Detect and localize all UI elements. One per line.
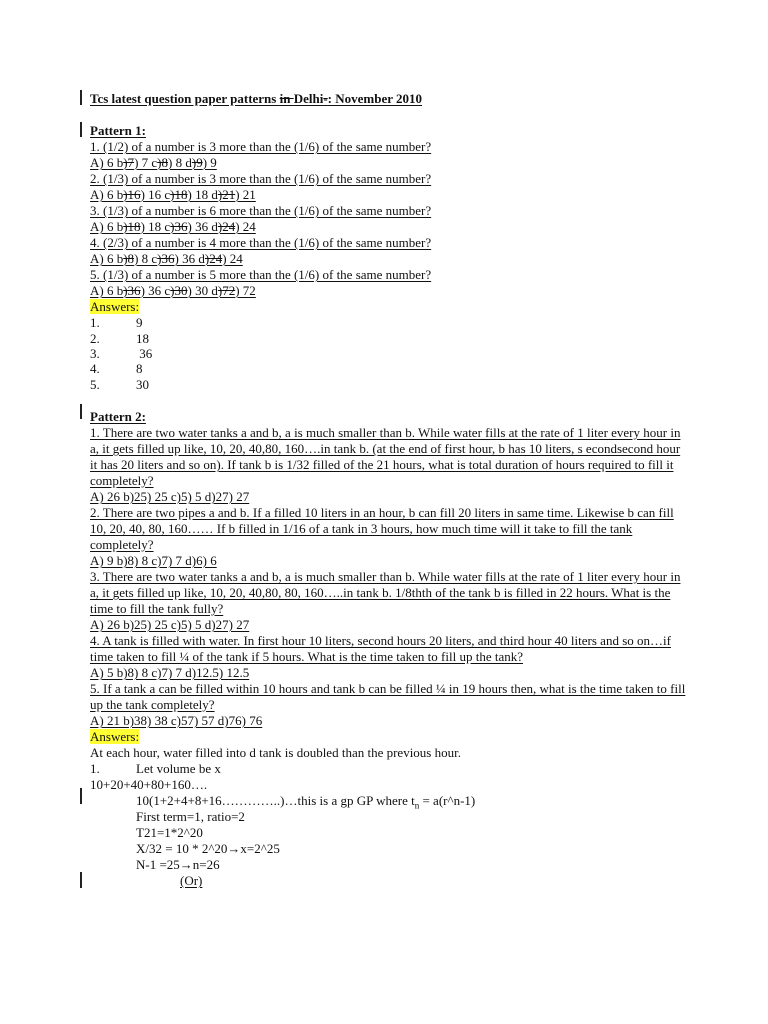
explanation-line: 10+20+40+80+160…. xyxy=(90,777,208,792)
p1-question-3: 3. (1/3) of a number is 6 more than the (1/6) of the same number? xyxy=(90,203,432,218)
p2-q5-line: 5. If a tank a can be filled within 10 hours and tank b can be filled ¼ in 19 hours then, what is the time taken to fill xyxy=(90,681,686,696)
pattern2-heading: Pattern 2: xyxy=(90,409,146,424)
explanation-line: At each hour, water filled into d tank is doubled than the previous hour. xyxy=(90,745,461,760)
p2-q1-options: A) 26 b)25) 25 c)5) 5 d)27) 27 xyxy=(90,489,250,504)
p2-q1-line: completely? xyxy=(90,473,154,488)
document-title: Tcs latest question paper patterns in Delhi-: November 2010 xyxy=(90,91,423,106)
p1-options-5: A) 6 b)36) 36 c)30) 30 d)72) 72 xyxy=(90,283,256,298)
p1-question-5: 5. (1/3) of a number is 5 more than the (1/6) of the same number? xyxy=(90,267,432,282)
p2-q1-line: a, it gets filled up like, 10, 20, 40,80, 160….in tank b. (at the end of first hour, b has 10 liters, s econdsecond hour xyxy=(90,441,681,456)
change-bar xyxy=(80,404,82,419)
p2-q4-line: 4. A tank is filled with water. In first hour 10 liters, second hours 20 liters, and third hour 40 liters and so on…if xyxy=(90,633,671,648)
p1-options-3: A) 6 b)18) 18 c)36) 36 d)24) 24 xyxy=(90,219,256,234)
explanation-line: (Or) xyxy=(180,873,203,888)
p1-answer-row: 3. 36 xyxy=(90,346,153,361)
p1-answer-row: 4. 8 xyxy=(90,361,143,376)
change-bar xyxy=(80,788,82,804)
p1-question-4: 4. (2/3) of a number is 4 more than the (1/6) of the same number? xyxy=(90,235,432,250)
p1-options-1: A) 6 b)7) 7 c)8) 8 d)9) 9 xyxy=(90,155,217,170)
p1-answer-row: 5. 30 xyxy=(90,377,149,392)
p2-q5-line: up the tank completely? xyxy=(90,697,215,712)
p2-q5-options: A) 21 b)38) 38 c)57) 57 d)76) 76 xyxy=(90,713,263,728)
explanation-line: 1. Let volume be x xyxy=(90,761,221,776)
explanation-line: N-1 =25→n=26 xyxy=(136,857,220,872)
pattern1-heading: Pattern 1: xyxy=(90,123,146,138)
p1-question-2: 2. (1/3) of a number is 3 more than the (1/6) of the same number? xyxy=(90,171,432,186)
p2-q2-line: 10, 20, 40, 80, 160…… If b filled in 1/16 of a tank in 3 hours, how much time will it take to fill the tank xyxy=(90,521,633,536)
p2-q3-options: A) 26 b)25) 25 c)5) 5 d)27) 27 xyxy=(90,617,250,632)
change-bar xyxy=(80,872,82,888)
p2-q3-line: 3. There are two water tanks a and b, a is much smaller than b. While water fills at the rate of 1 liter every hour in xyxy=(90,569,681,584)
explanation-line: First term=1, ratio=2 xyxy=(136,809,245,824)
p2-q3-line: a, it gets filled up like, 10, 20, 40,80, 80, 160…..in tank b. 1/8thth of the tank b is filled in 22 hours. What is the xyxy=(90,585,671,600)
p1-question-1: 1. (1/2) of a number is 3 more than the (1/6) of the same number? xyxy=(90,139,432,154)
explanation-line: X/32 = 10 * 2^20→x=2^25 xyxy=(136,841,280,856)
change-bar xyxy=(80,90,82,105)
p1-options-2: A) 6 b)16) 16 c)18) 18 d)21) 21 xyxy=(90,187,256,202)
p2-q2-options: A) 9 b)8) 8 c)7) 7 d)6) 6 xyxy=(90,553,217,568)
explanation-line: T21=1*2^20 xyxy=(136,825,203,840)
p2-q2-line: completely? xyxy=(90,537,154,552)
change-bar xyxy=(80,122,82,137)
p2-q1-line: it has 20 liters and so on). If tank b is 1/32 filled of the 21 hours, what is total duration of hours required to fill it xyxy=(90,457,674,472)
p1-options-4: A) 6 b)8) 8 c)36) 36 d)24) 24 xyxy=(90,251,243,266)
p1-answer-row: 1. 9 xyxy=(90,315,143,330)
p2-q3-line: time to fill the tank fully? xyxy=(90,601,224,616)
p1-answer-row: 2. 18 xyxy=(90,331,149,346)
p1-answers-label: Answers: xyxy=(90,299,140,314)
p2-answers-label: Answers: xyxy=(90,729,140,744)
explanation-line: 10(1+2+4+8+16…………..)…this is a gp GP where $t_n$ = a(r^n-1) xyxy=(136,793,476,811)
p2-q2-line: 2. There are two pipes a and b. If a filled 10 liters in an hour, b can fill 20 liters in same time. Likewise b can fill xyxy=(90,505,674,520)
p2-q4-line: time taken to fill ¼ of the tank if 5 hours. What is the time taken to fill up the tank? xyxy=(90,649,523,664)
p2-q1-line: 1. There are two water tanks a and b, a is much smaller than b. While water fills at the rate of 1 liter every hour in xyxy=(90,425,681,440)
p2-q4-options: A) 5 b)8) 8 c)7) 7 d)12.5) 12.5 xyxy=(90,665,250,680)
